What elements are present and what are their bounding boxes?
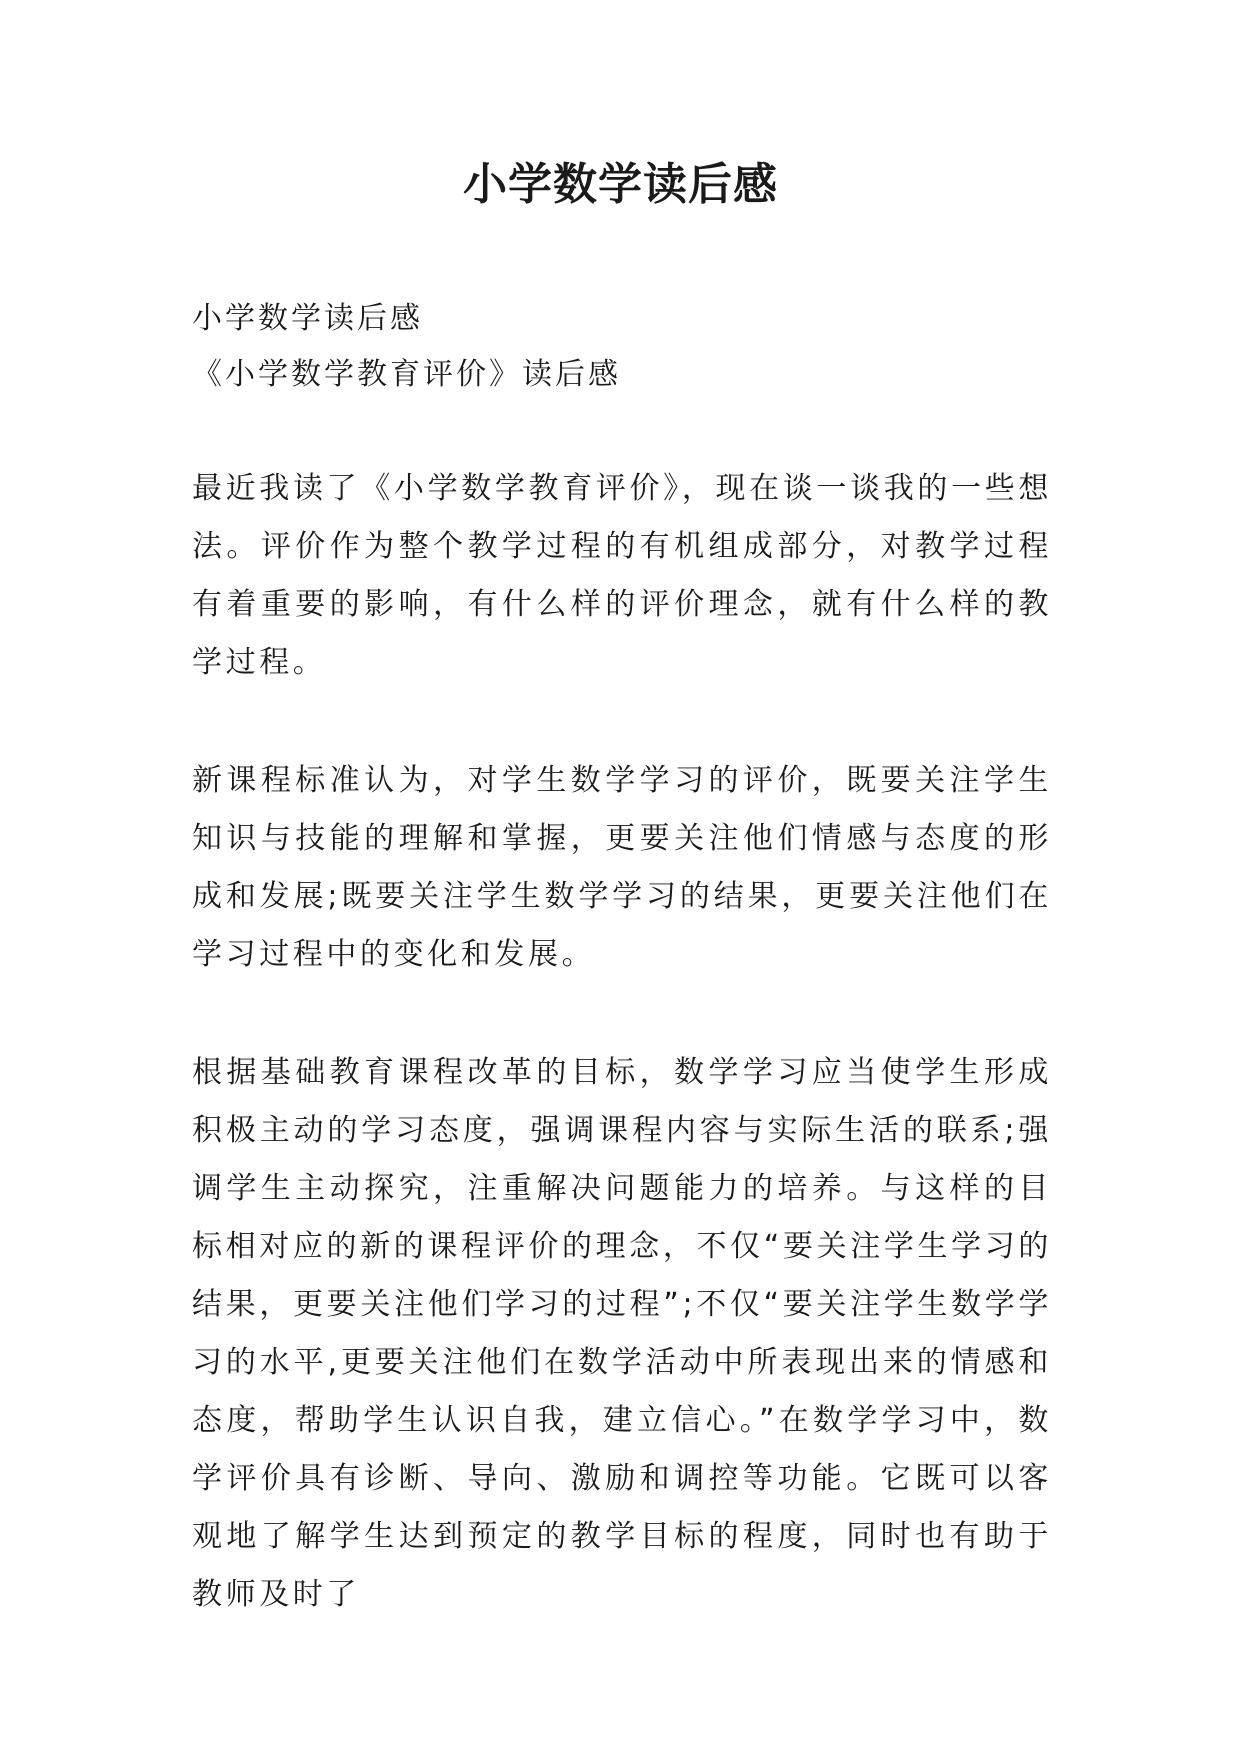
- paragraph: 最近我读了《小学数学教育评价》，现在谈一谈我的一些想法。评价作为整个教学过程的有机组成部分，对教学过程有着重要的影响，有什么样的评价理念，就有什么样的教学过程。: [192, 471, 1052, 680]
- subtitle-line: 小学数学读后感: [192, 301, 423, 336]
- subtitle-line: 《小学数学教育评价》读后感: [192, 357, 621, 392]
- paragraph: 新课程标准认为，对学生数学学习的评价，既要关注学生知识与技能的理解和掌握，更要关注他们情感与态度的形成和发展;既要关注学生数学学习的结果，更要关注他们在学习过程中的变化和发展。: [192, 763, 1052, 972]
- document-body: [192, 1044, 1052, 1624]
- document-body: [192, 460, 1052, 692]
- document-body: [192, 291, 1052, 403]
- page-title: 小学数学读后感: [463, 159, 778, 210]
- document-body: [192, 752, 1052, 984]
- paragraph: 根据基础教育课程改革的目标，数学学习应当使学生形成积极主动的学习态度，强调课程内容与实际生活的联系;强调学生主动探究，注重解决问题能力的培养。与这样的目标相对应的新的课程评价的理念，不仅“要关注学生学习的结果，更要关注他们学习的过程”;不仅“要关注学生数学学习的水平,更要关注他们在数学活动中所表现出来的情感和态度，帮助学生认识自我，建立信心。”在数学学习中，数学评价具有诊断、导向、激励和调控等功能。它既可以客观地了解学生达到预定的教学目标的程度，同时也有助于教师及时了: [192, 1055, 1052, 1612]
